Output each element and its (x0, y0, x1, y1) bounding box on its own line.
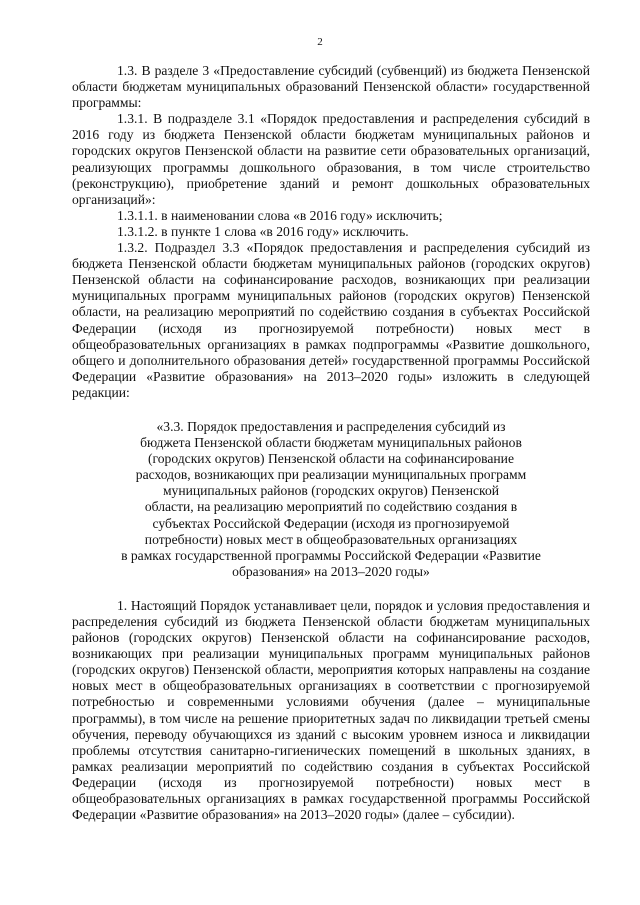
quoted-section-title (72, 419, 590, 580)
quote-line: субъектах Российской Федерации (исходя из прогнозируемой (152, 515, 510, 531)
paragraph-1-3-1-2: 1.3.1.2. в пункте 1 слова «в 2016 году» исключить. (117, 223, 409, 239)
paragraph-1-3-1: 1.3.1. В подразделе 3.1 «Порядок предоставления и распределения субсидий в 2016 году из бюджета Пензенской области бюджетам муниципальных районов и городских округов Пензенской области на развитие сети образовательных организаций, реализующих программы дошкольного образования, в том числе строительство (реконструкцию), приобретение зданий и ремонт дошкольных образовательных организаций»: (72, 111, 590, 207)
quote-line: образования» на 2013–2020 годы» (232, 563, 430, 579)
quote-line: (городских округов) Пензенской области на софинансирование (147, 451, 514, 467)
quote-line: в рамках государственной программы Российской Федерации «Развитие (121, 547, 541, 563)
paragraph-1-3-1-1: 1.3.1.1. в наименовании слова «в 2016 году» исключить; (117, 207, 443, 223)
paragraph-1-3-2: 1.3.2. Подраздел 3.3 «Порядок предоставления и распределения субсидий из бюджета Пензенской области бюджетам муниципальных районов (городских округов) Пензенской области на софинансирование расходов, возникающих при реализации муниципальных программ муниципальных районов (городских округов) Пензенской области, на реализацию мероприятий по содействию создания в субъектах Российской Федерации (исходя из прогнозируемой потребности) новых мест в общеобразовательных организациях в рамках подпрограммы «Развитие дошкольного, общего и дополнительного образования детей» государственной программы Российской Федерации «Развитие образования» на 2013–2020 годы» изложить в следующей редакции: (72, 240, 590, 400)
page-number: 2 (317, 36, 323, 48)
quote-line: потребности) новых мест в общеобразовательных организациях (144, 531, 518, 547)
quote-line: расходов, возникающих при реализации муниципальных программ (135, 467, 527, 483)
paragraph-item-1: 1. Настоящий Порядок устанавливает цели, порядок и условия предоставления и распределения субсидий из бюджета Пензенской области бюджетам муниципальных районов (городских округов) Пензенской области на софинансирование расходов, возникающих при реализации муниципальных программ муниципальных районов (городских округов) Пензенской области, мероприятия которых направлены на создание новых мест в общеобразовательных организациях в соответствии с прогнозируемой потребностью и современными условиями обучения (далее – муниципальные программы), в том числе на решение приоритетных задач по ликвидации третьей смены обучения, переводу обучающихся из зданий с высоким уровнем износа и ликвидации проблемы отсутствия санитарно-гигиенических помещений в школьных зданиях, в рамках реализации мероприятий по содействию создания в субъектах Российской Федерации (исходя из прогнозируемой потребности) новых мест в общеобразовательных организациях в рамках государственной программы Российской Федерации «Развитие образования» на 2013–2020 годы» (далее – субсидии). (72, 597, 590, 823)
document-body (72, 63, 590, 823)
paragraph-1-3: 1.3. В разделе 3 «Предоставление субсидий (субвенций) из бюджета Пензенской области бюджетам муниципальных образований Пензенской области» государственной программы: (72, 63, 590, 111)
quote-line: муниципальных районов (городских округов) Пензенской (162, 483, 500, 499)
quote-line: бюджета Пензенской области бюджетам муниципальных районов (140, 435, 522, 451)
quote-line: «3.3. Порядок предоставления и распределения субсидий из (156, 418, 506, 434)
quote-line: области, на реализацию мероприятий по содействию создания в (144, 499, 518, 515)
